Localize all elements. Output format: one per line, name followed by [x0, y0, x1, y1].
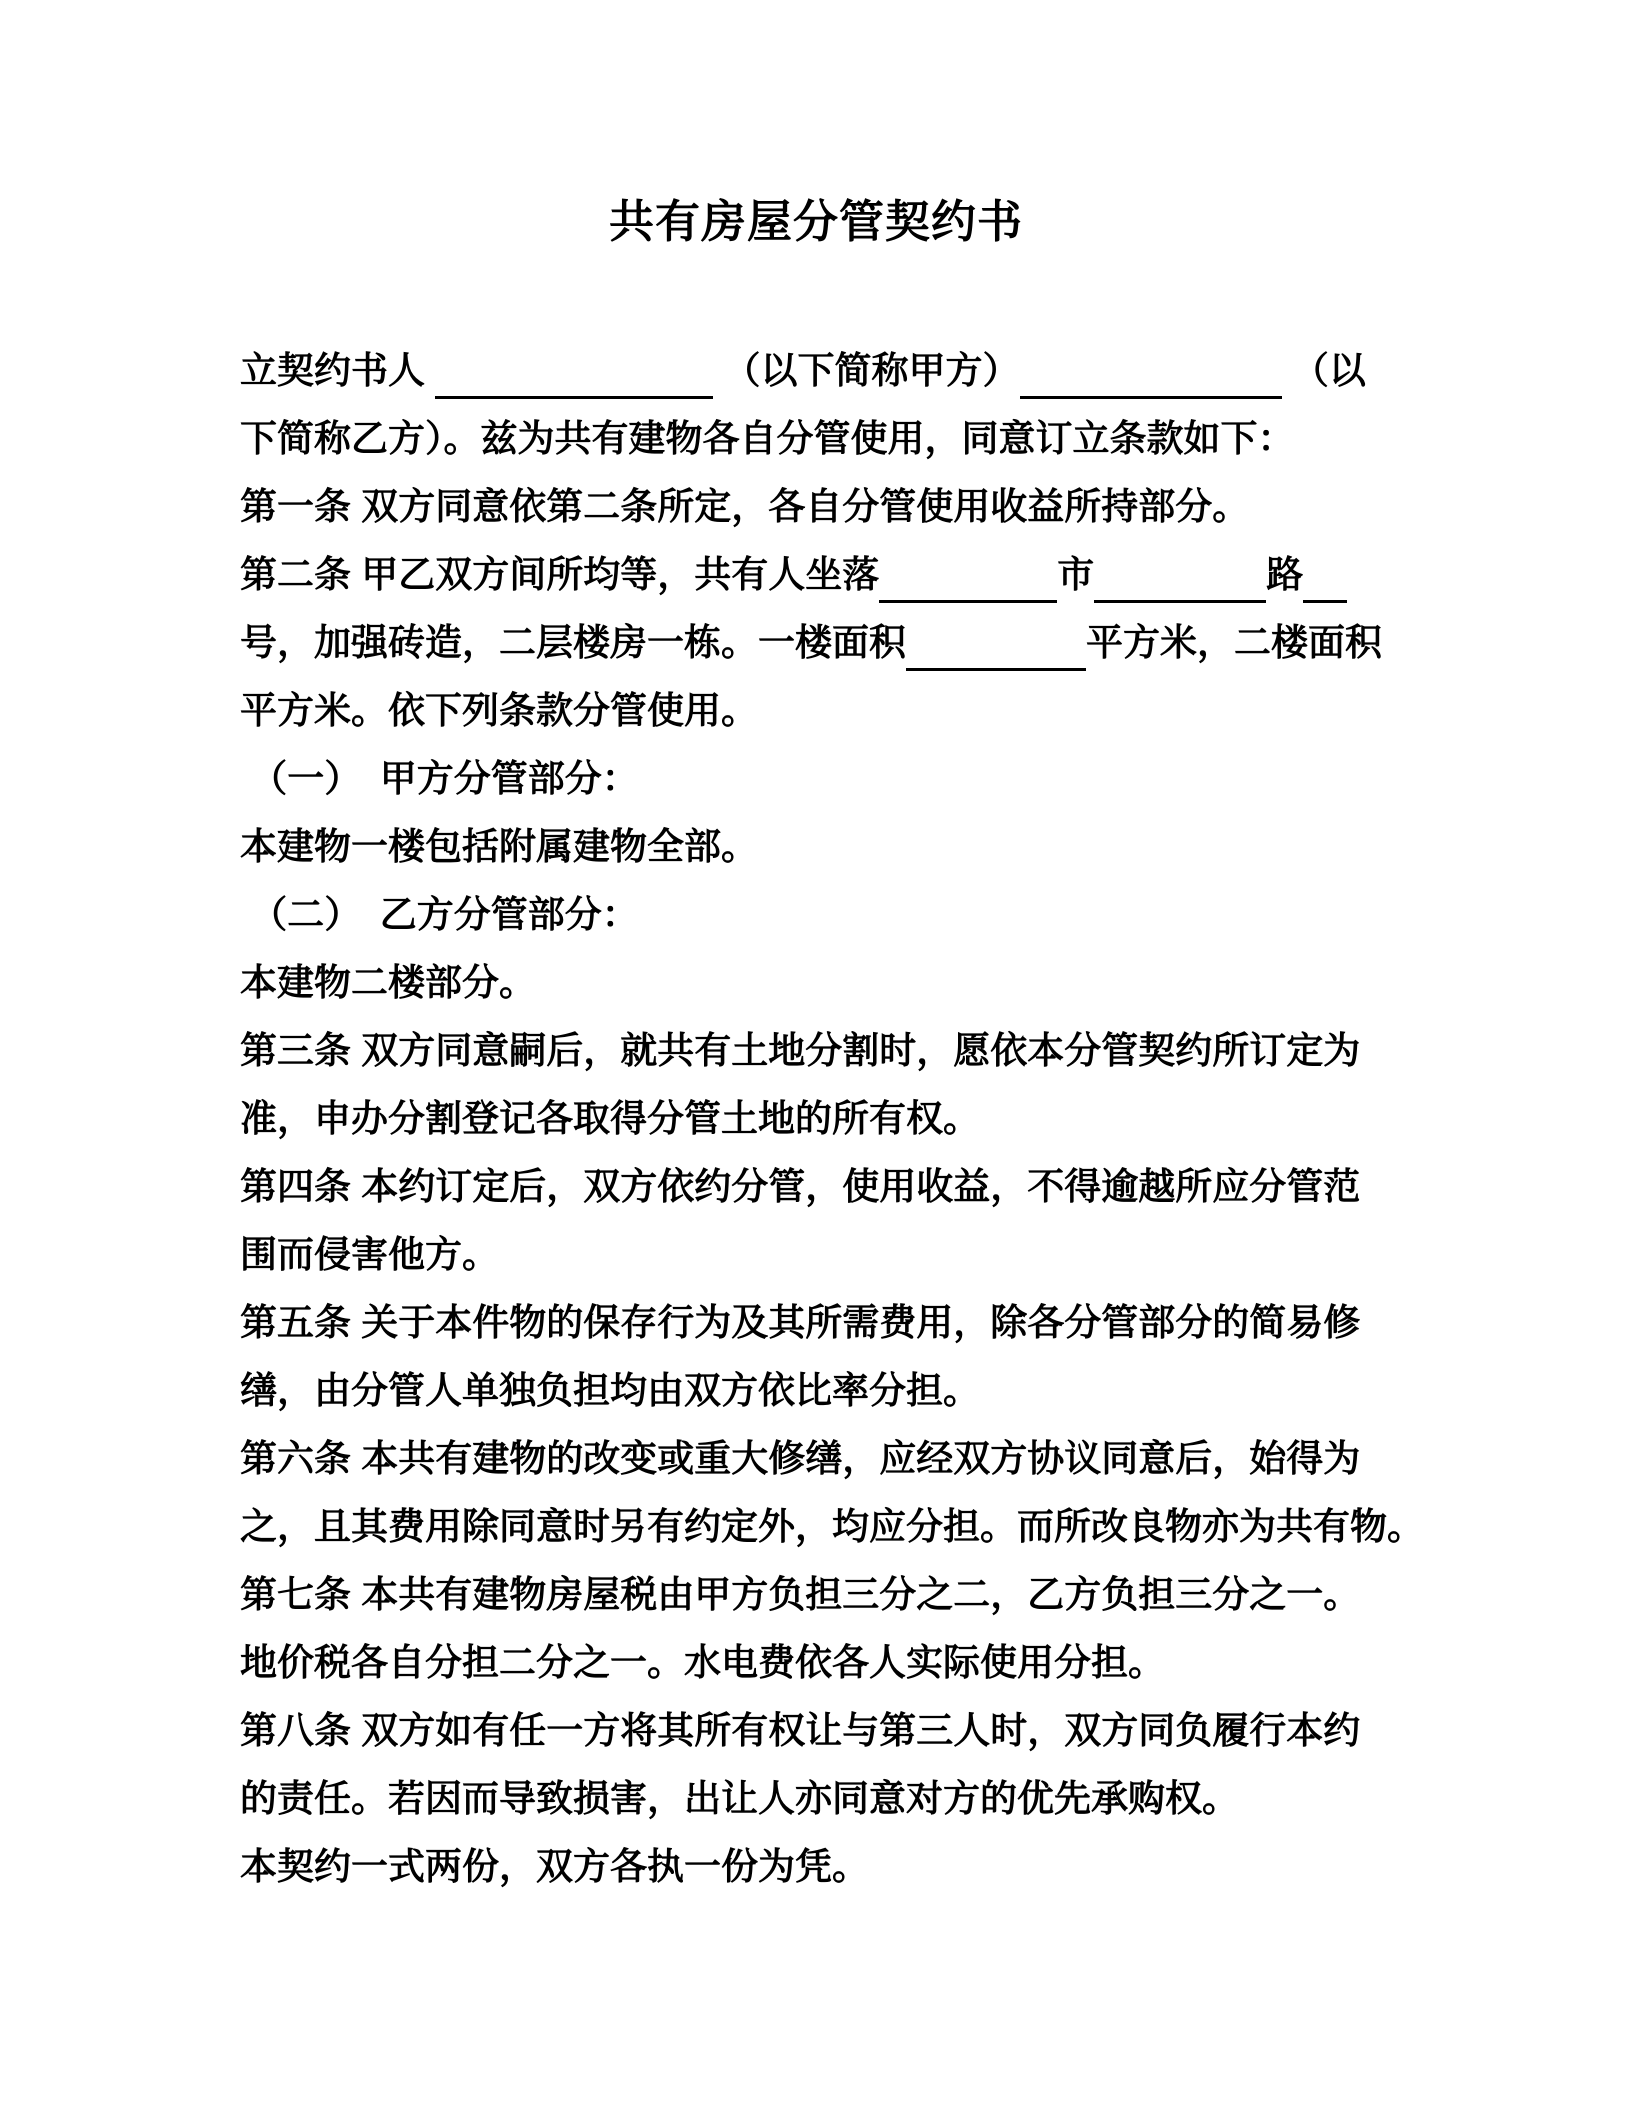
text-run: 第七条 本共有建物房屋税由甲方负担三分之二，乙方负担三分之一。 — [240, 1574, 1361, 1615]
document-line — [240, 1629, 1400, 1697]
document-line — [240, 405, 1400, 473]
fill-in-blank-underline — [879, 600, 1057, 603]
document-line — [240, 1833, 1400, 1901]
text-run: 市 — [1057, 554, 1095, 595]
text-run: 第八条 双方如有任一方将其所有权让与第三人时，双方同负履行本约 — [240, 1710, 1361, 1751]
document-line — [240, 1289, 1400, 1357]
document-body — [240, 337, 1424, 1901]
text-run: 第二条 甲乙双方间所均等，共有人坐落 — [240, 554, 880, 595]
text-run: 第六条 本共有建物的改变或重大修缮，应经双方协议同意后，始得为 — [240, 1438, 1361, 1479]
document-line — [240, 949, 1400, 1017]
document-line — [240, 745, 1400, 813]
text-run: （以 — [1281, 350, 1366, 391]
text-run: 立契约书人 — [240, 350, 436, 391]
text-run: 之，且其费用除同意时另有约定外，均应分担。而所改良物亦为共有物。 — [240, 1506, 1424, 1547]
document-line — [240, 1357, 1400, 1425]
text-run: 第一条 双方同意依第二条所定，各自分管使用收益所持部分。 — [240, 486, 1250, 527]
text-run: （二） 乙方分管部分： — [240, 894, 639, 935]
text-run: 缮，由分管人单独负担均由双方依比率分担。 — [240, 1370, 980, 1411]
text-run: 地价税各自分担二分之一。水电费依各人实际使用分担。 — [240, 1642, 1165, 1683]
fill-in-blank-underline — [435, 396, 713, 399]
fill-in-blank-underline — [1303, 600, 1347, 603]
document-line — [240, 473, 1400, 541]
document-line — [240, 1425, 1400, 1493]
text-run: （一） 甲方分管部分： — [240, 758, 639, 799]
document-title: 共有房屋分管契约书 — [608, 196, 1023, 247]
document-line — [240, 881, 1400, 949]
text-run: 本建物一楼包括附属建物全部。 — [240, 826, 758, 867]
text-run: 平方米，二楼面积 — [1086, 622, 1382, 663]
text-run: 第三条 双方同意嗣后，就共有土地分割时，愿依本分管契约所订定为 — [240, 1030, 1361, 1071]
fill-in-blank-underline — [906, 668, 1086, 671]
document-line — [240, 677, 1400, 745]
text-run: 号，加强砖造，二层楼房一栋。一楼面积 — [240, 622, 906, 663]
text-run: 平方米。依下列条款分管使用。 — [240, 690, 758, 731]
text-run: 第四条 本约订定后，双方依约分管，使用收益，不得逾越所应分管范 — [240, 1166, 1361, 1207]
fill-in-blank-underline — [1094, 600, 1266, 603]
text-run: 下简称乙方）。兹为共有建物各自分管使用，同意订立条款如下： — [240, 418, 1295, 459]
text-run: 的责任。若因而导致损害，出让人亦同意对方的优先承购权。 — [240, 1778, 1239, 1819]
text-run: 围而侵害他方。 — [240, 1234, 499, 1275]
document-line — [240, 1085, 1400, 1153]
text-run: 路 — [1266, 554, 1304, 595]
text-run: 本建物二楼部分。 — [240, 962, 536, 1003]
text-run: 准，申办分割登记各取得分管土地的所有权。 — [240, 1098, 980, 1139]
text-run: （以下简称甲方） — [713, 350, 1020, 391]
text-run: 本契约一式两份，双方各执一份为凭。 — [240, 1846, 869, 1887]
document-line — [240, 1697, 1400, 1765]
document-line — [240, 1561, 1400, 1629]
document-line — [240, 609, 1400, 677]
document-line — [240, 1765, 1400, 1833]
document-line — [240, 813, 1400, 881]
document-line — [240, 1017, 1400, 1085]
document-line — [240, 541, 1400, 609]
document-line — [240, 1221, 1400, 1289]
text-run: 第五条 关于本件物的保存行为及其所需费用，除各分管部分的简易修 — [240, 1302, 1361, 1343]
document-line — [240, 1493, 1424, 1561]
fill-in-blank-underline — [1020, 396, 1282, 399]
document-line — [240, 337, 1400, 405]
document-line — [240, 1153, 1400, 1221]
